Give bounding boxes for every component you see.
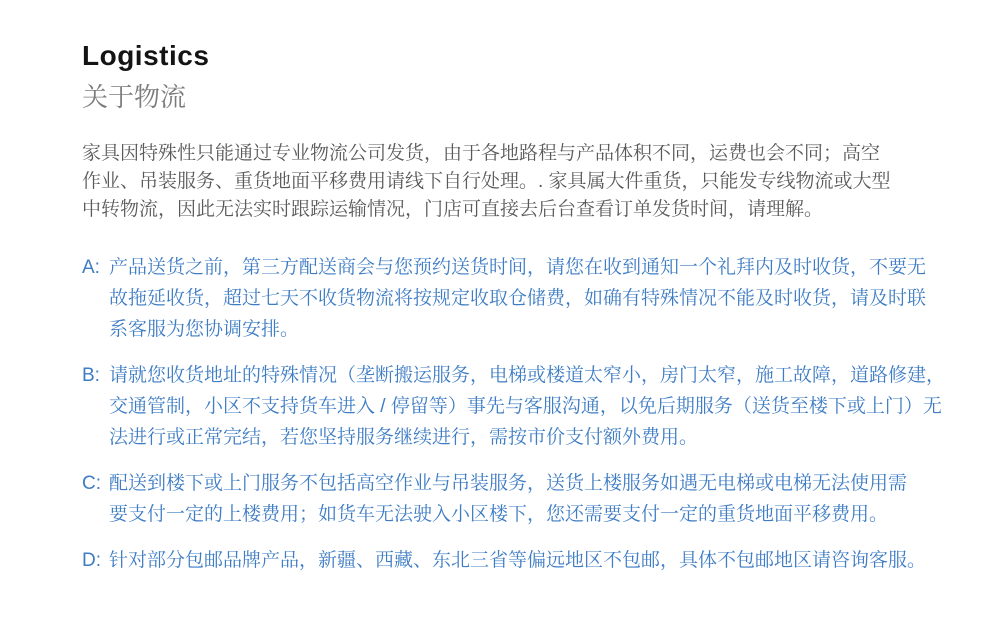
- policy-item-b: [82, 360, 962, 453]
- policy-item-text: [109, 252, 926, 345]
- policy-item-label: C:: [82, 473, 101, 494]
- policy-line: 法进行或正常完结，若您坚持服务继续进行，需按市价支付额外费用。: [109, 427, 699, 448]
- intro-line: 家具因特殊性只能通过专业物流公司发货，由于各地路程与产品体积不同，运费也会不同；高空: [82, 143, 881, 164]
- policy-item-label: A:: [82, 257, 100, 278]
- policy-item-c: [82, 468, 962, 530]
- logistics-content: [82, 40, 962, 591]
- intro-paragraph: [82, 140, 962, 224]
- policy-list: [82, 252, 962, 576]
- policy-line: 产品送货之前，第三方配送商会与您预约送货时间，请您在收到通知一个礼拜内及时收货，不要无: [109, 257, 927, 278]
- intro-line: 中转物流，因此无法实时跟踪运输情况，门店可直接去后台查看订单发货时间，请理解。: [82, 199, 824, 220]
- policy-line: 请就您收货地址的特殊情况（垄断搬运服务，电梯或楼道太窄小，房门太窄，施工故障，道路修建，: [109, 365, 946, 386]
- policy-item-text: [109, 545, 926, 576]
- page-title: Logistics: [82, 40, 210, 71]
- policy-item-d: [82, 545, 962, 576]
- policy-line: 针对部分包邮品牌产品，新疆、西藏、东北三省等偏远地区不包邮，具体不包邮地区请咨询客服。: [109, 550, 927, 571]
- page-subtitle: 关于物流: [82, 82, 187, 112]
- policy-item-label: D:: [82, 550, 101, 571]
- policy-item-text: [109, 468, 907, 530]
- policy-line: 系客服为您协调安排。: [109, 319, 300, 340]
- policy-line: 要支付一定的上楼费用；如货车无法驶入小区楼下，您还需要支付一定的重货地面平移费用。: [109, 504, 889, 525]
- policy-line: 交通管制，小区不支持货车进入 / 停留等）事先与客服沟通，以免后期服务（送货至楼下或上门）无: [109, 396, 942, 417]
- intro-line: 作业、吊装服务、重货地面平移费用请线下自行处理。. 家具属大件重货，只能发专线物流或大型: [82, 171, 891, 192]
- policy-item-text: [109, 360, 945, 453]
- policy-item-label: B:: [82, 365, 100, 386]
- policy-line: 故拖延收货，超过七天不收货物流将按规定收取仓储费，如确有特殊情况不能及时收货，请及时联: [109, 288, 927, 309]
- policy-item-a: [82, 252, 962, 345]
- policy-line: 配送到楼下或上门服务不包括高空作业与吊装服务，送货上楼服务如遇无电梯或电梯无法使用需: [109, 473, 908, 494]
